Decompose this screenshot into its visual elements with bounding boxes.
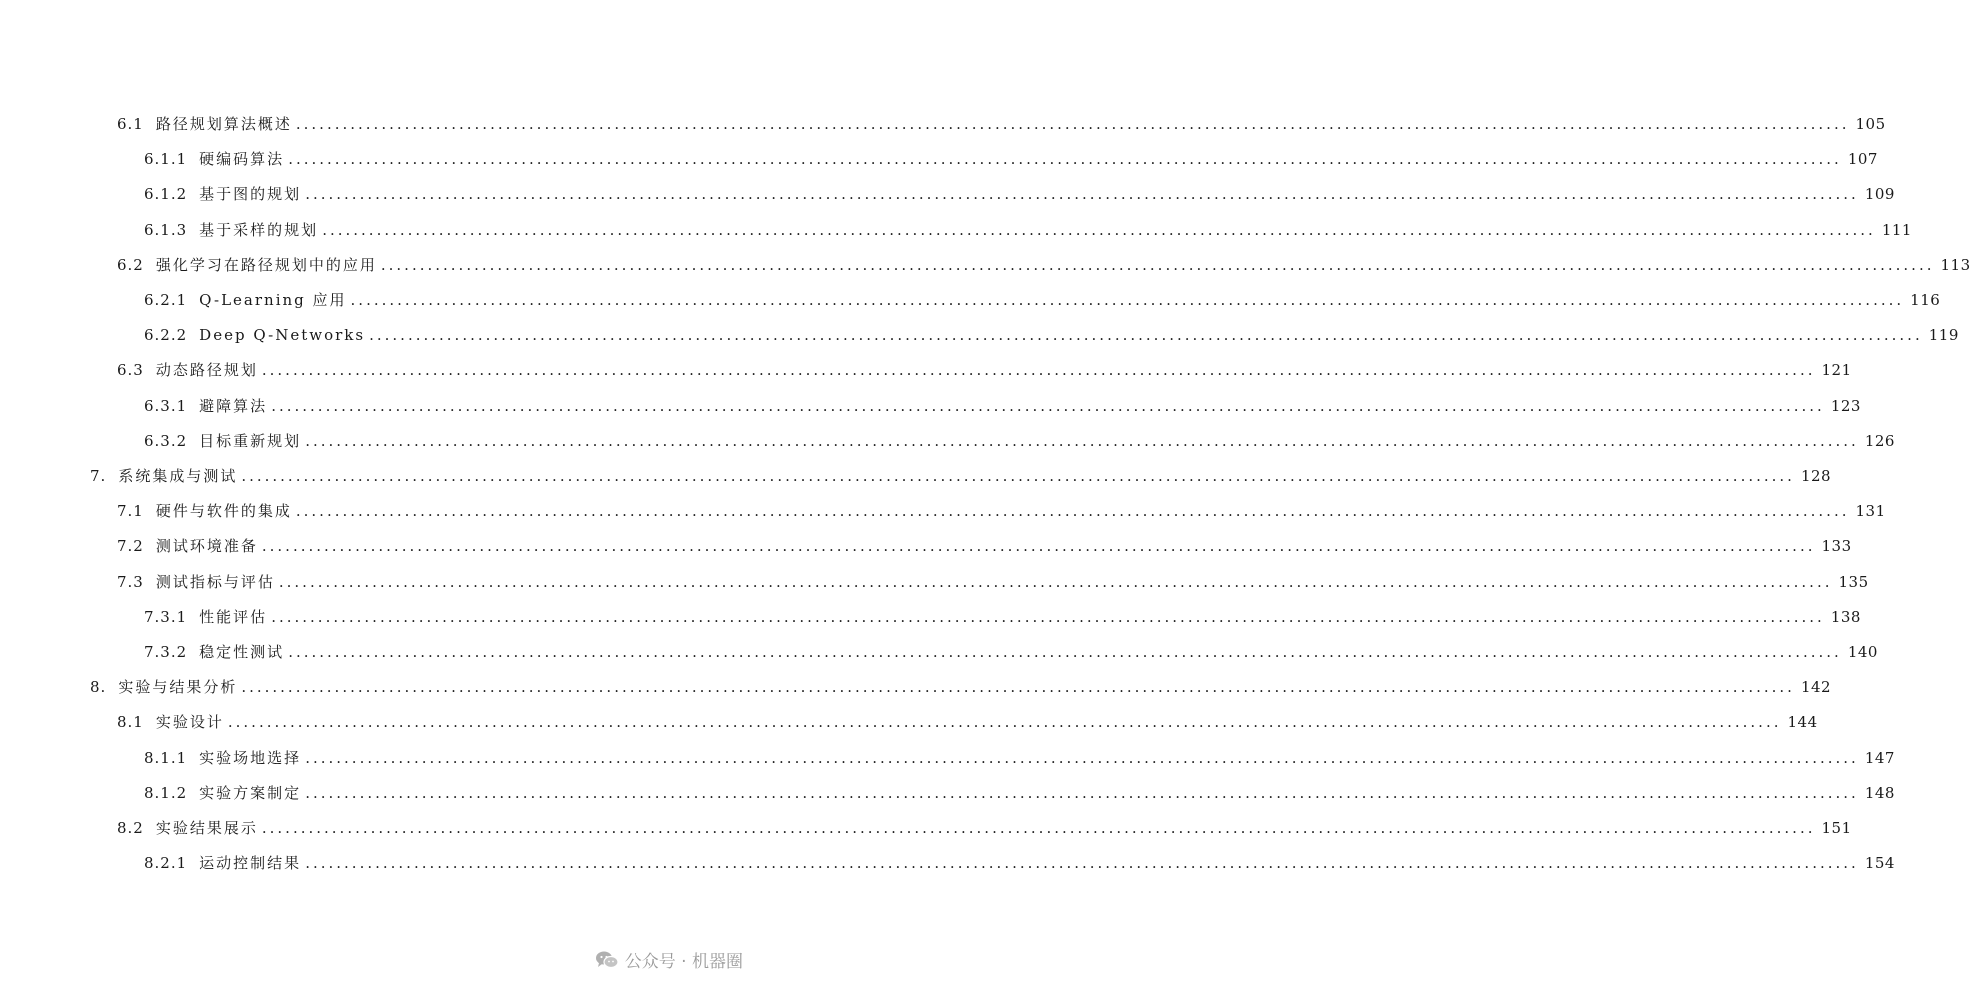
toc-entry-page: 113 [1940,256,1971,274]
toc-entry[interactable] [144,782,1895,804]
watermark-text: 公众号 · 机器圈 [624,952,743,972]
toc-leader-dots: ........................................................................................................................................................................................................ [278,573,1833,591]
toc-leader-dots: ........................................................................................................................................................................................................ [271,608,1825,626]
toc-leader-dots: ........................................................................................................................................................................................................ [271,397,1825,415]
toc-entry-title: 运动控制结果 [199,854,302,872]
toc-entry[interactable] [144,430,1895,452]
toc-entry-title: 系统集成与测试 [118,467,238,485]
toc-entry[interactable] [90,676,1832,698]
toc-entry-title: 强化学习在路径规划中的应用 [155,256,377,274]
toc-entry-page: 128 [1800,467,1832,485]
toc-entry-number: 6.2.1 [144,291,188,309]
toc-leader-dots: ........................................................................................................................................................................................................ [305,854,1859,872]
toc-entry[interactable] [117,359,1852,381]
toc-entry-page: 142 [1800,678,1832,696]
toc-entry[interactable] [117,113,1886,135]
toc-entry-page: 138 [1830,608,1861,626]
toc-entry-page: 116 [1910,291,1941,309]
toc-entry-number: 6.1.3 [144,221,188,239]
wechat-icon [595,950,619,970]
toc-entry-title: 稳定性测试 [199,643,285,661]
toc-entry[interactable] [144,641,1878,663]
toc-leader-dots: ........................................................................................................................................................................................................ [227,713,1782,731]
toc-entry-page: 123 [1830,397,1861,415]
toc-leader-dots: ........................................................................................................................................................................................................ [261,537,1816,555]
toc-entry-title: 性能评估 [199,608,268,626]
toc-leader-dots: ........................................................................................................................................................................................................ [261,361,1816,379]
toc-entry-number: 6.3.1 [144,397,188,415]
toc-entry-page: 119 [1928,326,1959,344]
toc-leader-dots: ........................................................................................................................................................................................................ [288,643,1842,661]
toc-entry[interactable] [144,219,1912,241]
toc-entry[interactable] [117,500,1886,522]
toc-entry-page: 135 [1838,573,1869,591]
toc-entry-title: 动态路径规划 [155,361,258,379]
toc-entry-number: 7.3 [117,573,144,591]
toc-entry[interactable] [144,183,1895,205]
toc-entry-title: 路径规划算法概述 [155,115,292,133]
toc-entry[interactable] [144,395,1861,417]
toc-leader-dots: ........................................................................................................................................................................................................ [305,432,1859,450]
toc-entry-title: 目标重新规划 [199,432,302,450]
toc-entry-page: 140 [1847,643,1878,661]
watermark [595,947,743,972]
toc-entry-number: 6.1 [117,115,144,133]
toc-entry-title: 硬编码算法 [199,150,285,168]
toc-entry[interactable] [117,711,1818,733]
toc-entry-number: 6.3.2 [144,432,188,450]
toc-entry[interactable] [117,571,1869,593]
toc-entry-number: 7.1 [117,502,144,520]
toc-entry[interactable] [144,606,1861,628]
toc-entry-title: 实验与结果分析 [118,678,238,696]
toc-entry-title: Deep Q-Networks [199,326,366,344]
toc-entry-number: 6.2.2 [144,326,188,344]
toc-leader-dots: ........................................................................................................................................................................................................ [288,150,1842,168]
toc-entry-number: 8.1.1 [144,749,188,767]
toc-entry-page: 107 [1847,150,1878,168]
toc-entry-page: 147 [1864,749,1895,767]
toc-entry-page: 111 [1881,221,1912,239]
toc-entry-number: 7. [90,467,107,485]
toc-entry[interactable] [90,465,1832,487]
toc-entry-title: 实验结果展示 [155,819,258,837]
toc-entry-title: 实验设计 [155,713,224,731]
toc-entry[interactable] [144,747,1895,769]
toc-entry-number: 6.3 [117,361,144,379]
toc-entry-page: 133 [1821,537,1852,555]
toc-entry-page: 144 [1787,713,1818,731]
toc-entry-title: 避障算法 [199,397,268,415]
toc-entry[interactable] [144,289,1941,311]
toc-leader-dots: ........................................................................................................................................................................................................ [241,467,1795,485]
toc-entry-title: Q-Learning 应用 [199,291,347,309]
toc-entry-page: 105 [1855,115,1886,133]
toc-entry-page: 121 [1821,361,1852,379]
toc-leader-dots: ........................................................................................................................................................................................................ [305,185,1859,203]
toc-leader-dots: ........................................................................................................................................................................................................ [241,678,1795,696]
toc-entry[interactable] [144,148,1878,170]
toc-leader-dots: ........................................................................................................................................................................................................ [350,291,1905,309]
toc-entry-title: 基于图的规划 [199,185,302,203]
toc-entry-number: 8.2 [117,819,144,837]
toc-entry-title: 测试指标与评估 [155,573,275,591]
toc-entry-number: 6.1.2 [144,185,188,203]
toc-leader-dots: ........................................................................................................................................................................................................ [380,256,1935,274]
toc-entry-page: 126 [1864,432,1895,450]
toc-leader-dots: ........................................................................................................................................................................................................ [369,326,1923,344]
toc-entry[interactable] [144,852,1895,874]
toc-entry-title: 实验场地选择 [199,749,302,767]
toc-leader-dots: ........................................................................................................................................................................................................ [305,784,1859,802]
toc-entry[interactable] [117,254,1971,276]
toc-leader-dots: ........................................................................................................................................................................................................ [305,749,1859,767]
toc-entry-number: 7.3.2 [144,643,188,661]
toc-entry[interactable] [144,324,1959,346]
toc-entry-number: 8. [90,678,107,696]
toc-entry-title: 测试环境准备 [155,537,258,555]
toc-leader-dots: ........................................................................................................................................................................................................ [295,502,1850,520]
toc-entry-number: 8.1 [117,713,144,731]
toc-entry-page: 131 [1855,502,1886,520]
toc-entry-number: 7.3.1 [144,608,188,626]
toc-leader-dots: ........................................................................................................................................................................................................ [295,115,1850,133]
toc-entry-number: 7.2 [117,537,144,555]
toc-entry-number: 8.2.1 [144,854,188,872]
toc-entry-page: 154 [1864,854,1895,872]
toc-entry-title: 实验方案制定 [199,784,302,802]
toc-entry[interactable] [117,535,1852,557]
toc-entry-number: 8.1.2 [144,784,188,802]
toc-entry-title: 硬件与软件的集成 [155,502,292,520]
toc-leader-dots: ........................................................................................................................................................................................................ [322,221,1876,239]
toc-entry-page: 109 [1864,185,1895,203]
toc-entry-title: 基于采样的规划 [199,221,319,239]
toc-entry-number: 6.1.1 [144,150,188,168]
toc-entry-number: 6.2 [117,256,144,274]
toc-entry-page: 148 [1864,784,1895,802]
toc-leader-dots: ........................................................................................................................................................................................................ [261,819,1816,837]
toc-entry[interactable] [117,817,1852,839]
toc-entry-page: 151 [1821,819,1852,837]
